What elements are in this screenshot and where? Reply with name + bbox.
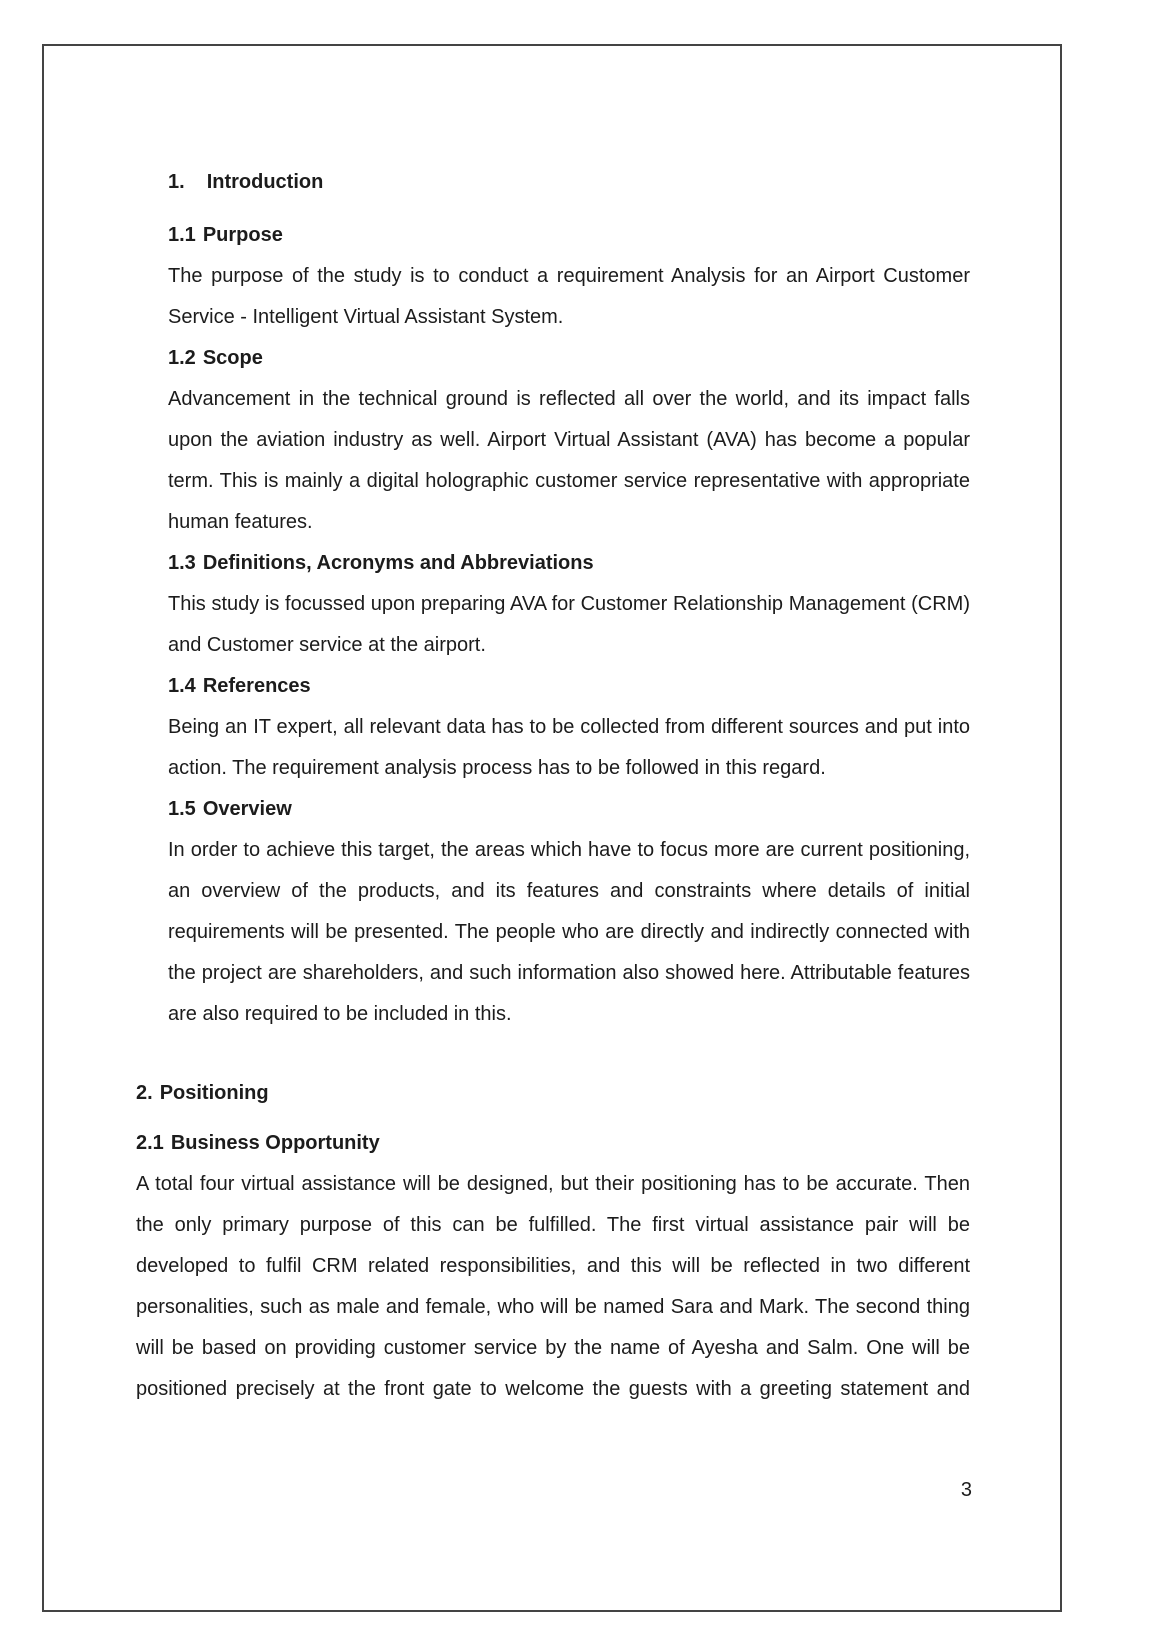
heading-number: 1.2 bbox=[168, 347, 196, 369]
heading-title: Definitions, Acronyms and Abbreviations bbox=[202, 552, 594, 574]
heading-title: Introduction bbox=[206, 171, 324, 193]
heading-number: 2.1 bbox=[136, 1132, 164, 1154]
heading-definitions bbox=[168, 543, 970, 584]
heading-number: 1.5 bbox=[168, 798, 196, 820]
heading-number: 1.3 bbox=[168, 552, 196, 574]
heading-introduction bbox=[168, 162, 970, 203]
heading-references bbox=[168, 666, 970, 707]
heading-title: Business Opportunity bbox=[170, 1132, 380, 1154]
section-introduction bbox=[136, 162, 970, 1035]
heading-overview bbox=[168, 789, 970, 830]
paragraph-references: Being an IT expert, all relevant data has to be collected from different sources and put into action. The requirement analysis process has to be followed in this regard. bbox=[168, 716, 970, 779]
paragraph-scope: Advancement in the technical ground is reflected all over the world, and its impact falls upon the aviation industry as well. Airport Virtual Assistant (AVA) has become a popular term. This is mainly a digital holographic customer service representative with appropriate human features. bbox=[168, 388, 970, 533]
heading-business-opportunity bbox=[136, 1123, 970, 1164]
heading-title: Scope bbox=[202, 347, 263, 369]
heading-scope bbox=[168, 338, 970, 379]
page-content bbox=[42, 44, 1062, 1612]
heading-title: References bbox=[202, 675, 311, 697]
heading-purpose bbox=[168, 215, 970, 256]
paragraph-definitions: This study is focussed upon preparing AVA for Customer Relationship Management (CRM) and Customer service at the airport. bbox=[168, 593, 970, 656]
heading-number: 2. bbox=[136, 1082, 153, 1104]
heading-title: Purpose bbox=[202, 224, 283, 246]
section-positioning bbox=[136, 1073, 970, 1410]
heading-number: 1. bbox=[168, 171, 185, 193]
heading-title: Positioning bbox=[159, 1082, 269, 1104]
page-number: 3 bbox=[960, 1479, 972, 1501]
heading-number: 1.1 bbox=[168, 224, 196, 246]
heading-title: Overview bbox=[202, 798, 292, 820]
heading-number: 1.4 bbox=[168, 675, 196, 697]
paragraph-purpose: The purpose of the study is to conduct a requirement Analysis for an Airport Customer Service - Intelligent Virtual Assistant System. bbox=[168, 265, 970, 328]
paragraph-business-opportunity: A total four virtual assistance will be designed, but their positioning has to be accurate. Then the only primary purpose of this can be fulfilled. The first virtual assistance pair will be developed to fulfil CRM related responsibilities, and this will be reflected in two different personalities, such as male and female, who will be named Sara and Mark. The second thing will be based on providing customer service by the name of Ayesha and Salm. One will be positioned precisely at the front gate to welcome the guests with a greeting statement and bbox=[136, 1173, 970, 1400]
paragraph-overview: In order to achieve this target, the areas which have to focus more are current positioning, an overview of the products, and its features and constraints where details of initial requirements will be presented. The people who are directly and indirectly connected with the project are shareholders, and such information also showed here. Attributable features are also required to be included in this. bbox=[168, 839, 970, 1025]
heading-positioning bbox=[136, 1073, 970, 1114]
